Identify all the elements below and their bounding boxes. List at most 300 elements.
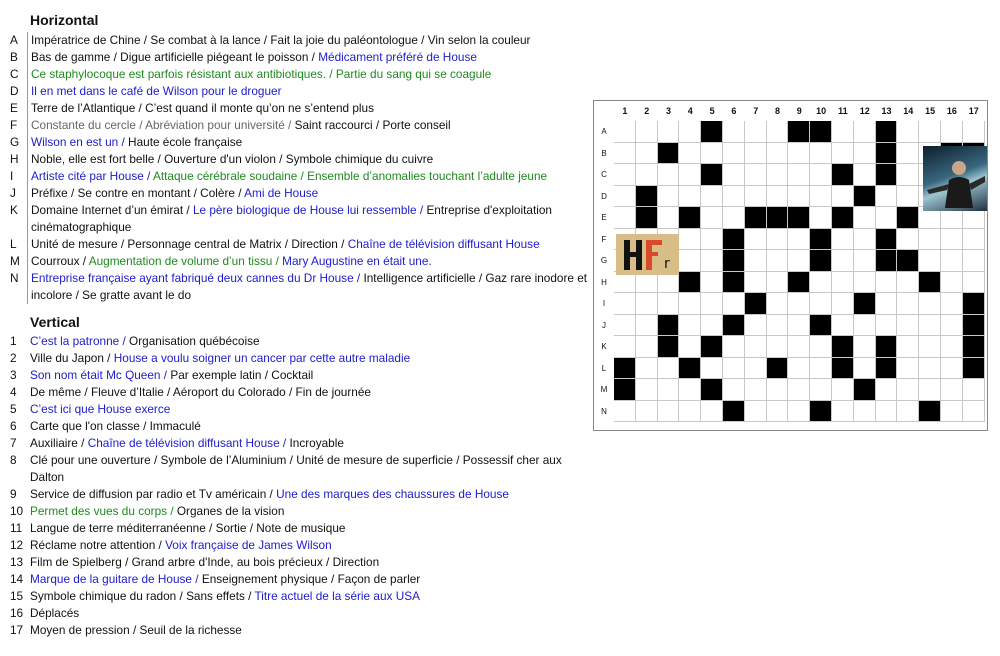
grid-cell[interactable] [745, 401, 767, 423]
grid-cell[interactable] [788, 358, 810, 380]
grid-cell[interactable] [832, 315, 854, 337]
grid-black-cell [614, 379, 636, 401]
grid-cell[interactable] [941, 121, 963, 143]
grid-cell[interactable] [636, 401, 658, 423]
grid-cell[interactable] [788, 250, 810, 272]
clue-label: 17 [10, 623, 24, 637]
grid-cell[interactable] [854, 229, 876, 251]
grid-cell[interactable] [810, 164, 832, 186]
clue-segment: C’est ici que House exerce [30, 402, 171, 416]
clue-row [10, 66, 590, 83]
grid-cell[interactable] [679, 229, 701, 251]
grid-cell[interactable] [745, 164, 767, 186]
clue-text [27, 83, 590, 100]
grid-cell[interactable] [723, 336, 745, 358]
grid-cell[interactable] [745, 143, 767, 165]
clue-label: D [10, 84, 19, 98]
clue-segment: Par exemple latin / Cocktail [170, 368, 314, 382]
clue-row [10, 452, 590, 486]
grid-black-cell [854, 186, 876, 208]
grid-cell[interactable] [963, 250, 985, 272]
clue-text [27, 350, 590, 367]
clue-segment: Titre actuel de la série aux USA [254, 589, 420, 603]
grid-cell[interactable] [854, 164, 876, 186]
grid-black-cell [832, 358, 854, 380]
clue-label: 3 [10, 368, 17, 382]
grid-cell[interactable] [767, 143, 789, 165]
grid-cell[interactable] [854, 207, 876, 229]
grid-cell[interactable] [701, 143, 723, 165]
grid-cell[interactable] [701, 250, 723, 272]
grid-black-cell [679, 207, 701, 229]
grid-black-cell [701, 336, 723, 358]
grid-cell[interactable] [810, 272, 832, 294]
grid-black-cell [876, 229, 898, 251]
grid-cell[interactable] [679, 164, 701, 186]
grid-cell[interactable] [897, 401, 919, 423]
grid-cell[interactable] [854, 336, 876, 358]
grid-cell[interactable] [897, 164, 919, 186]
grid-cell[interactable] [745, 336, 767, 358]
clue-segment: Artiste cité par House / [31, 169, 153, 183]
grid-cell[interactable] [745, 272, 767, 294]
grid-cell[interactable] [614, 186, 636, 208]
column-label: 5 [709, 106, 715, 116]
clue-segment: Domaine Internet d’un émirat / [31, 203, 193, 217]
grid-cell[interactable] [723, 293, 745, 315]
clue-segment: Réclame notre attention / [30, 538, 166, 552]
grid-cell[interactable] [658, 186, 680, 208]
grid-black-cell [854, 379, 876, 401]
grid-cell[interactable] [767, 250, 789, 272]
grid-cell[interactable] [832, 143, 854, 165]
clue-segment: Médicament préféré de House [318, 50, 477, 64]
clue-label: 5 [10, 402, 17, 416]
grid-cell[interactable] [745, 250, 767, 272]
grid-cell[interactable] [679, 186, 701, 208]
grid-cell[interactable] [658, 164, 680, 186]
grid-cell[interactable] [963, 229, 985, 251]
column-label: 17 [968, 106, 979, 116]
grid-cell[interactable] [919, 315, 941, 337]
grid-cell[interactable] [897, 229, 919, 251]
grid-black-cell [876, 250, 898, 272]
grid-cell[interactable] [767, 379, 789, 401]
grid-cell[interactable] [897, 379, 919, 401]
grid-black-cell [810, 401, 832, 423]
grid-cell[interactable] [963, 401, 985, 423]
grid-cell[interactable] [679, 336, 701, 358]
clue-text [27, 367, 590, 384]
grid-cell[interactable] [897, 143, 919, 165]
clue-segment: Wilson en est un / [31, 135, 129, 149]
grid-cell[interactable] [963, 379, 985, 401]
grid-cell[interactable] [745, 229, 767, 251]
grid-cell[interactable] [919, 358, 941, 380]
grid-black-cell [810, 121, 832, 143]
grid-cell[interactable] [941, 401, 963, 423]
grid-cell[interactable] [658, 379, 680, 401]
clue-segment: Son nom était Mc Queen / [30, 368, 171, 382]
clue-row [10, 253, 590, 270]
clue-row [10, 236, 590, 253]
grid-black-cell [658, 143, 680, 165]
grid-cell[interactable] [614, 401, 636, 423]
grid-cell[interactable] [745, 379, 767, 401]
grid-cell[interactable] [941, 272, 963, 294]
grid-cell[interactable] [832, 293, 854, 315]
grid-cell[interactable] [832, 250, 854, 272]
grid-cell[interactable] [810, 186, 832, 208]
grid-cell[interactable] [636, 121, 658, 143]
grid-black-cell [701, 121, 723, 143]
clue-row [10, 622, 590, 639]
grid-cell[interactable] [723, 186, 745, 208]
clue-segment: Entreprise d'exploitation cinématographique [31, 203, 552, 234]
clue-text [27, 253, 590, 270]
grid-black-cell [723, 401, 745, 423]
clue-row [10, 588, 590, 605]
grid-cell[interactable] [897, 358, 919, 380]
grid-cell[interactable] [767, 121, 789, 143]
clue-text [27, 168, 590, 185]
grid-cell[interactable] [854, 401, 876, 423]
grid-cell[interactable] [941, 379, 963, 401]
grid-cell[interactable] [919, 293, 941, 315]
grid-cell[interactable] [941, 229, 963, 251]
grid-cell[interactable] [614, 164, 636, 186]
grid-cell[interactable] [767, 315, 789, 337]
grid-cell[interactable] [832, 401, 854, 423]
clue-segment: De même / Fleuve d’Italie / Aéroport du Colorado / Fin de journée [30, 385, 371, 399]
grid-cell[interactable] [614, 121, 636, 143]
clue-text [27, 588, 590, 605]
grid-cell[interactable] [679, 401, 701, 423]
grid-cell[interactable] [919, 229, 941, 251]
grid-black-cell [876, 121, 898, 143]
vertical-heading: Vertical [30, 314, 80, 330]
grid-black-cell [788, 207, 810, 229]
grid-cell[interactable] [788, 143, 810, 165]
row-label: G [600, 256, 608, 266]
grid-cell[interactable] [767, 164, 789, 186]
grid-cell[interactable] [788, 229, 810, 251]
grid-cell[interactable] [701, 358, 723, 380]
row-label: B [601, 148, 607, 158]
grid-cell[interactable] [745, 315, 767, 337]
grid-black-cell [876, 143, 898, 165]
grid-black-cell [876, 164, 898, 186]
clue-row [10, 151, 590, 168]
clue-row [10, 401, 590, 418]
row-label: J [602, 320, 606, 330]
clue-segment: Permet des vues du corps / [30, 504, 177, 518]
clue-label: M [10, 254, 20, 268]
grid-cell[interactable] [679, 143, 701, 165]
column-label: 8 [774, 106, 780, 116]
clue-text [27, 622, 590, 639]
clue-label: 4 [10, 385, 17, 399]
clue-segment: Incroyable [289, 436, 344, 450]
grid-cell[interactable] [679, 379, 701, 401]
grid-cell[interactable] [701, 293, 723, 315]
grid-cell[interactable] [658, 401, 680, 423]
grid-cell[interactable] [941, 293, 963, 315]
clue-segment: Terre de l’Atlantique / C’est quand il monte qu’on ne s’entend plus [31, 101, 374, 115]
grid-cell[interactable] [767, 272, 789, 294]
clue-row [10, 333, 590, 350]
clue-text [27, 32, 590, 49]
grid-cell[interactable] [745, 121, 767, 143]
grid-cell[interactable] [854, 358, 876, 380]
row-label: D [601, 191, 607, 201]
grid-black-cell [963, 293, 985, 315]
grid-black-cell [854, 293, 876, 315]
row-label: E [601, 213, 607, 223]
grid-cell[interactable] [767, 336, 789, 358]
grid-cell[interactable] [636, 379, 658, 401]
grid-cell[interactable] [897, 121, 919, 143]
grid-cell[interactable] [767, 229, 789, 251]
grid-black-cell [767, 207, 789, 229]
grid-cell[interactable] [941, 250, 963, 272]
clue-label: 14 [10, 572, 24, 586]
grid-cell[interactable] [941, 358, 963, 380]
grid-cell[interactable] [745, 186, 767, 208]
grid-cell[interactable] [614, 315, 636, 337]
clue-segment: Bas de gamme / Digue artificielle piégeant le poisson / [31, 50, 319, 64]
clue-segment: Noble, elle est fort belle / Ouverture d'un violon / Symbole chimique du cuivre [31, 152, 434, 166]
grid-cell[interactable] [810, 336, 832, 358]
grid-black-cell [767, 358, 789, 380]
grid-cell[interactable] [701, 315, 723, 337]
grid-cell[interactable] [810, 293, 832, 315]
clue-label: K [10, 203, 18, 217]
grid-cell[interactable] [832, 272, 854, 294]
clue-text [27, 452, 590, 486]
clue-text [27, 520, 590, 537]
grid-cell[interactable] [876, 186, 898, 208]
clue-text [27, 486, 590, 503]
grid-cell[interactable] [679, 250, 701, 272]
grid-black-cell [897, 250, 919, 272]
grid-cell[interactable] [723, 143, 745, 165]
grid-cell[interactable] [941, 336, 963, 358]
grid-cell[interactable] [919, 379, 941, 401]
grid-cell[interactable] [897, 272, 919, 294]
column-label: 14 [903, 106, 914, 116]
grid-cell[interactable] [876, 315, 898, 337]
grid-black-cell [832, 336, 854, 358]
clue-segment: Symbole chimique du radon / Sans effets / [30, 589, 255, 603]
grid-cell[interactable] [788, 293, 810, 315]
clue-text [27, 571, 590, 588]
grid-cell[interactable] [723, 207, 745, 229]
grid-black-cell [723, 250, 745, 272]
grid-cell[interactable] [788, 336, 810, 358]
grid-cell[interactable] [614, 336, 636, 358]
clue-segment: Il en met dans le café de Wilson pour le droguer [31, 84, 282, 98]
clue-label: 1 [10, 334, 17, 348]
clue-row [10, 168, 590, 185]
clue-segment: Une des marques des chaussures de House [276, 487, 509, 501]
grid-cell[interactable] [810, 143, 832, 165]
grid-cell[interactable] [832, 121, 854, 143]
clue-segment: Déplacés [30, 606, 80, 620]
grid-cell[interactable] [658, 293, 680, 315]
grid-cell[interactable] [636, 143, 658, 165]
clue-label: E [10, 101, 18, 115]
crossword-grid [593, 100, 988, 431]
clue-row [10, 605, 590, 622]
grid-black-cell [701, 164, 723, 186]
clue-text [27, 503, 590, 520]
grid-cell[interactable] [767, 293, 789, 315]
grid-cell[interactable] [701, 207, 723, 229]
grid-cell[interactable] [788, 164, 810, 186]
clue-text [27, 418, 590, 435]
grid-cell[interactable] [876, 293, 898, 315]
clue-segment: Organisation québécoise [129, 334, 260, 348]
column-label: 11 [838, 106, 848, 116]
grid-cell[interactable] [854, 250, 876, 272]
grid-cell[interactable] [963, 272, 985, 294]
grid-cell[interactable] [701, 272, 723, 294]
grid-cell[interactable] [876, 207, 898, 229]
clue-label: F [10, 118, 18, 132]
grid-cell[interactable] [788, 401, 810, 423]
clue-segment: Haute école française [128, 135, 243, 149]
clue-label: A [10, 33, 18, 47]
clue-label: 16 [10, 606, 24, 620]
clue-segment: Voix française de James Wilson [165, 538, 332, 552]
clue-segment: Ville du Japon / [30, 351, 114, 365]
grid-cell[interactable] [636, 358, 658, 380]
grid-black-cell [701, 379, 723, 401]
grid-cell[interactable] [810, 379, 832, 401]
grid-cell[interactable] [810, 358, 832, 380]
grid-black-cell [832, 164, 854, 186]
grid-cell[interactable] [658, 207, 680, 229]
grid-cell[interactable] [788, 379, 810, 401]
clue-text [27, 333, 590, 350]
grid-cell[interactable] [723, 121, 745, 143]
grid-black-cell [832, 207, 854, 229]
hfr-logo [616, 234, 679, 275]
grid-cell[interactable] [614, 143, 636, 165]
grid-cell[interactable] [832, 379, 854, 401]
grid-cell[interactable] [701, 401, 723, 423]
grid-cell[interactable] [897, 336, 919, 358]
grid-black-cell [963, 336, 985, 358]
clue-text [27, 185, 590, 202]
grid-cell[interactable] [897, 315, 919, 337]
grid-cell[interactable] [832, 229, 854, 251]
column-label: 9 [796, 106, 802, 116]
column-label: 3 [665, 106, 671, 116]
grid-cell[interactable] [854, 315, 876, 337]
grid-cell[interactable] [679, 121, 701, 143]
grid-cell[interactable] [919, 336, 941, 358]
grid-cell[interactable] [679, 315, 701, 337]
clue-label: B [10, 50, 18, 64]
grid-cell[interactable] [679, 293, 701, 315]
clue-row [10, 49, 590, 66]
column-label: 13 [881, 106, 892, 116]
grid-cell[interactable] [919, 250, 941, 272]
clue-label: 6 [10, 419, 17, 433]
row-label: H [601, 277, 607, 287]
clue-row [10, 435, 590, 452]
clue-text [27, 270, 590, 304]
grid-cell[interactable] [636, 336, 658, 358]
grid-cell[interactable] [658, 121, 680, 143]
grid-cell[interactable] [614, 293, 636, 315]
grid-cell[interactable] [897, 186, 919, 208]
clue-segment: House a voulu soigner un cancer par cette autre maladie [113, 351, 411, 365]
column-label: 15 [925, 106, 936, 116]
grid-cell[interactable] [876, 272, 898, 294]
grid-cell[interactable] [919, 121, 941, 143]
clue-label: 8 [10, 453, 17, 467]
grid-cell[interactable] [876, 401, 898, 423]
grid-cell[interactable] [745, 358, 767, 380]
grid-cell[interactable] [963, 121, 985, 143]
grid-cell[interactable] [614, 207, 636, 229]
clue-label: C [10, 67, 19, 81]
grid-cell[interactable] [854, 143, 876, 165]
grid-cell[interactable] [832, 186, 854, 208]
clue-segment: Courroux / [31, 254, 89, 268]
clue-label: H [10, 152, 19, 166]
grid-cell[interactable] [788, 186, 810, 208]
clue-text [27, 384, 590, 401]
column-label: 16 [946, 106, 957, 116]
grid-cell[interactable] [636, 315, 658, 337]
column-label: 7 [753, 106, 759, 116]
grid-cell[interactable] [897, 293, 919, 315]
grid-corner [594, 101, 614, 121]
grid-cell[interactable] [658, 358, 680, 380]
row-label: K [601, 342, 607, 352]
grid-cell[interactable] [636, 293, 658, 315]
clue-segment: Intelligence artificielle / Gaz rare inodore et incolore / Se gratte avant le do [31, 271, 588, 302]
grid-cell[interactable] [767, 186, 789, 208]
grid-cell[interactable] [701, 229, 723, 251]
grid-cell[interactable] [767, 401, 789, 423]
grid-cell[interactable] [636, 164, 658, 186]
column-label: 6 [731, 106, 737, 116]
clue-segment: Entreprise française ayant fabriqué deux cannes du Dr House / [31, 271, 364, 285]
grid-cell[interactable] [701, 186, 723, 208]
grid-cell[interactable] [854, 121, 876, 143]
clue-text [27, 151, 590, 168]
clue-text [27, 66, 590, 83]
grid-black-cell [658, 315, 680, 337]
grid-cell[interactable] [788, 315, 810, 337]
grid-black-cell [919, 272, 941, 294]
clue-segment: Mary Augustine en était une. [282, 254, 432, 268]
grid-cell[interactable] [723, 164, 745, 186]
grid-cell[interactable] [854, 272, 876, 294]
grid-cell[interactable] [876, 379, 898, 401]
grid-cell[interactable] [723, 358, 745, 380]
clue-segment: Saint raccourci / Porte conseil [294, 118, 451, 132]
grid-cell[interactable] [941, 315, 963, 337]
clue-row [10, 537, 590, 554]
grid-cell[interactable] [723, 379, 745, 401]
grid-cell[interactable] [810, 207, 832, 229]
